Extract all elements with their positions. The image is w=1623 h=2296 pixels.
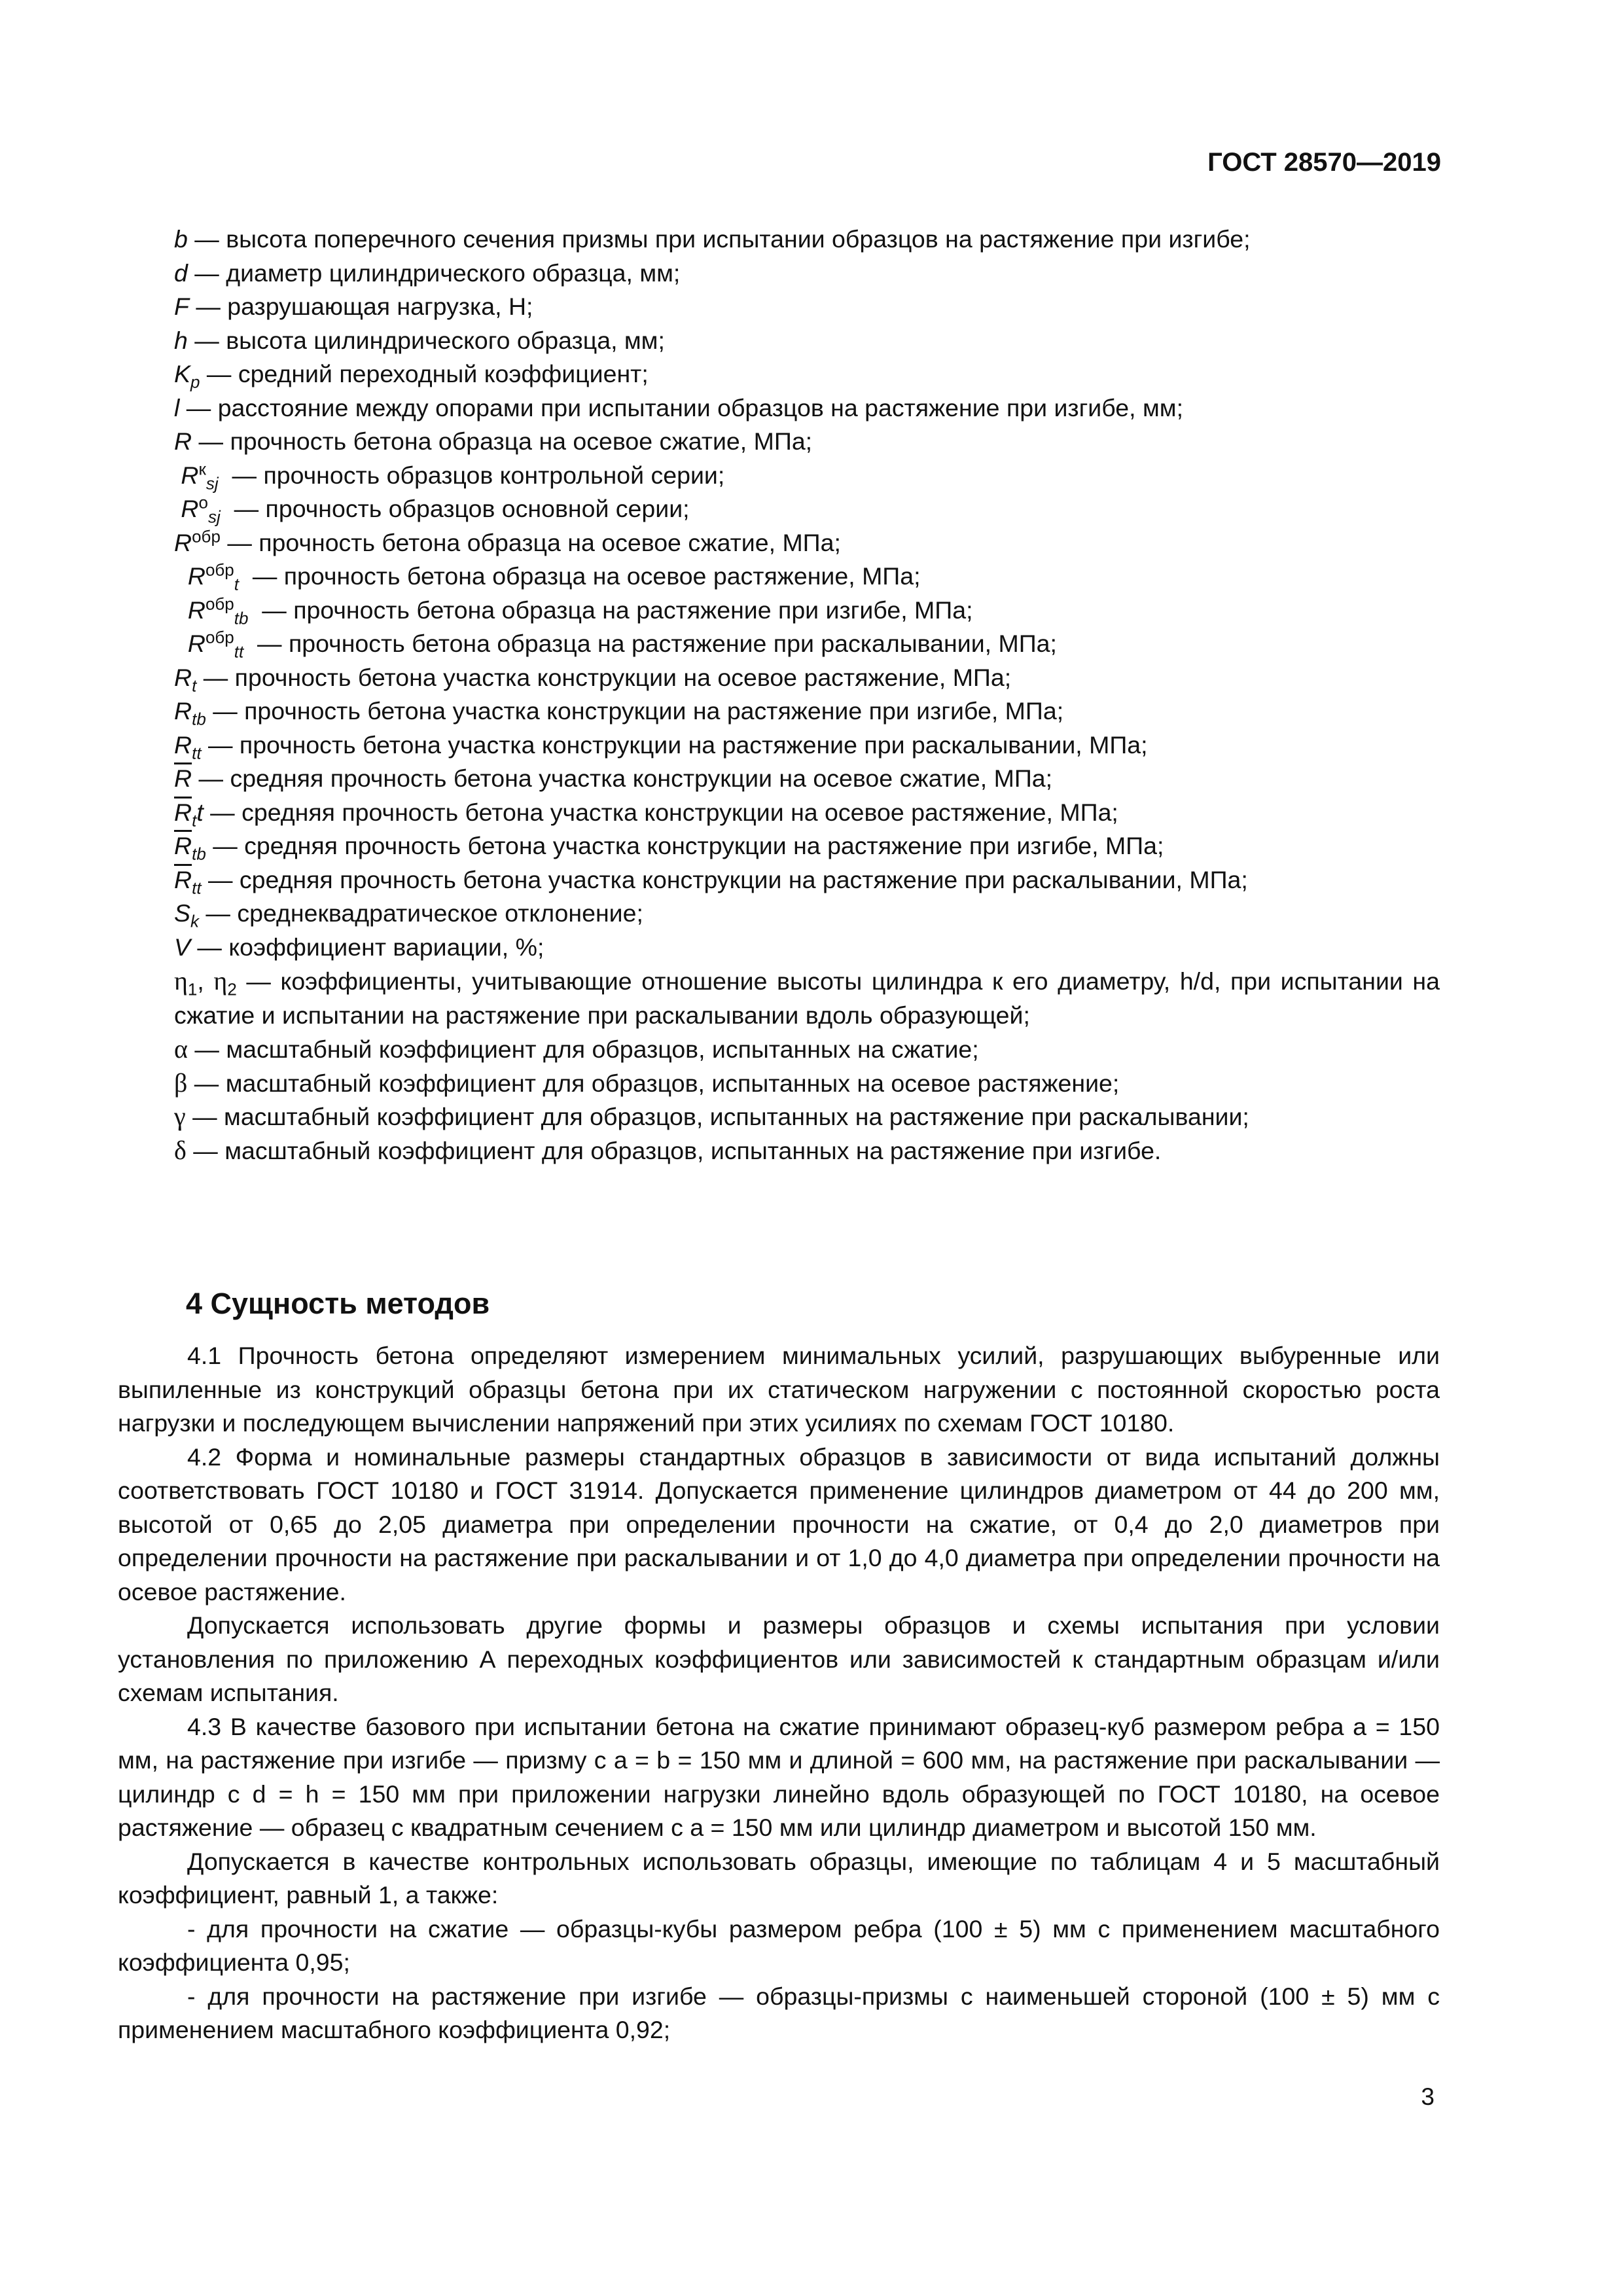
page-number: 3	[1421, 2083, 1435, 2110]
list-item: R — прочность бетона образца на осевое сжатие, МПа;	[174, 427, 813, 455]
list-item: $R^{обр}_t$ — прочность бетона образца на осевое растяжение, МПа;	[187, 560, 921, 594]
section-body	[118, 1339, 1440, 2047]
list-item: $\overline{R}$ — средняя прочность бетона участка конструкции на осевое сжатие, МПа;	[174, 764, 1053, 792]
list-item: $\overline{R}_tt$ — средняя прочность бетона участка конструкции на осевое растяжение, МПа;	[174, 798, 1118, 830]
list-item: $\overline{R}_{tt}$ — средняя прочность бетона участка конструкции на растяжение при раскалывании, МПа;	[174, 865, 1248, 897]
paragraph: 4.1 Прочность бетона определяют измерением минимальных усилий, разрушающих выбуренные или выпиленные из конструкций образцы бетона при их статическом нагружении с постоянной скоростью роста нагрузки и последующем вычислении напряжений при этих усилиях по схемам ГОСТ 10180.	[118, 1342, 1440, 1437]
paragraph: Допускается в качестве контрольных использовать образцы, имеющие по таблицам 4 и 5 масштабный коэффициент, равный 1, а также:	[118, 1847, 1440, 1909]
paragraph: Допускается использовать другие формы и размеры образцов и схемы испытания при условии установления по приложению А переходных коэффициентов или зависимостей к стандартным образцам и/или схемам испытания.	[118, 1611, 1440, 1706]
list-item: $R^к_{sj}$ — прочность образцов контрольной серии;	[181, 459, 725, 493]
list-item: - для прочности на растяжение при изгибе — образцы-призмы с наименьшей стороной (100 ± 5) мм с применением масштабного коэффициента 0,92;	[118, 1982, 1440, 2043]
list-item: $R^{обр}_{tb}$ — прочность бетона образца на растяжение при изгибе, МПа;	[187, 594, 973, 628]
list-item: $R_t$ — прочность бетона участка конструкции на осевое растяжение, МПа;	[174, 663, 1012, 695]
list-item: F — разрушающая нагрузка, Н;	[174, 293, 533, 320]
symbols-list	[174, 223, 1440, 1167]
document-code: ГОСТ 28570—2019	[1207, 148, 1441, 177]
paragraph: 4.2 Форма и номинальные размеры стандартных образцов в зависимости от вида испытаний должны соответствовать ГОСТ 10180 и ГОСТ 31914. Допускается применение цилиндров диаметром от 44 до 200 мм, высотой от 0,65 до 2,05 диаметра при определении прочности на сжатие, от 0,4 до 2,0 диаметров при определении прочности на растяжение при раскалывании и от 1,0 до 4,0 диаметра при определении прочности на осевое растяжение.	[118, 1443, 1440, 1605]
list-item: $\eta_1$, $\eta_2$ — коэффициенты, учитывающие отношение высоты цилиндра к его диаметру, h/d, при испытании на сжатие и испытании на растяжение при раскалывании вдоль образующей;	[174, 966, 1440, 1029]
list-item: $R_{tb}$ — прочность бетона участка конструкции на растяжение при изгибе, МПа;	[174, 697, 1064, 729]
list-item: $S_k$ — среднеквадратическое отклонение;	[174, 899, 643, 931]
list-item: $\overline{R}_{tb}$ — средняя прочность бетона участка конструкции на растяжение при изгибе, МПа;	[174, 832, 1164, 864]
list-item: β — масштабный коэффициент для образцов, испытанных на осевое растяжение;	[174, 1067, 1120, 1098]
list-item: α — масштабный коэффициент для образцов, испытанных на сжатие;	[174, 1034, 979, 1064]
section-heading: 4 Сущность методов	[186, 1287, 490, 1320]
list-item: γ — масштабный коэффициент для образцов, испытанных на растяжение при раскалывании;	[174, 1102, 1249, 1131]
list-item: b — высота поперечного сечения призмы при испытании образцов на растяжение при изгибе;	[174, 225, 1251, 253]
list-item: $R_{tt}$ — прочность бетона участка конструкции на растяжение при раскалывании, МПа;	[174, 730, 1148, 762]
paragraph: 4.3 В качестве базового при испытании бетона на сжатие принимают образец-куб размером ребра a = 150 мм, на растяжение при изгибе — призму с a = b = 150 мм и длиной = 600 мм, на растяжение при раскалывании — цилиндр с d = h = 150 мм при приложении нагрузки линейно вдоль образующей по ГОСТ 10180, на осевое растяжение — образец с квадратным сечением с a = 150 мм или цилиндр диаметром и высотой 150 мм.	[118, 1712, 1440, 1841]
list-item: d — диаметр цилиндрического образца, мм;	[174, 259, 681, 287]
list-item: V — коэффициент вариации, %;	[174, 933, 544, 961]
list-item: $R^о_{sj}$ — прочность образцов основной серии;	[181, 492, 690, 527]
list-item: $K_p$ — средний переходный коэффициент;	[174, 360, 649, 392]
list-item: δ — масштабный коэффициент для образцов, испытанных на растяжение при изгибе.	[174, 1135, 1162, 1165]
list-item: - для прочности на сжатие — образцы-кубы размером ребра (100 ± 5) мм с применением масштабного коэффициента 0,95;	[118, 1914, 1440, 1976]
list-item: $R^{обр}_{tt}$ — прочность бетона образца на растяжение при раскалывании, МПа;	[187, 627, 1057, 662]
list-item: l — расстояние между опорами при испытании образцов на растяжение при изгибе, мм;	[174, 393, 1183, 422]
list-item: h — высота цилиндрического образца, мм;	[174, 326, 665, 354]
list-item: $R^{обр}$ — прочность бетона образца на осевое сжатие, МПа;	[174, 526, 841, 556]
